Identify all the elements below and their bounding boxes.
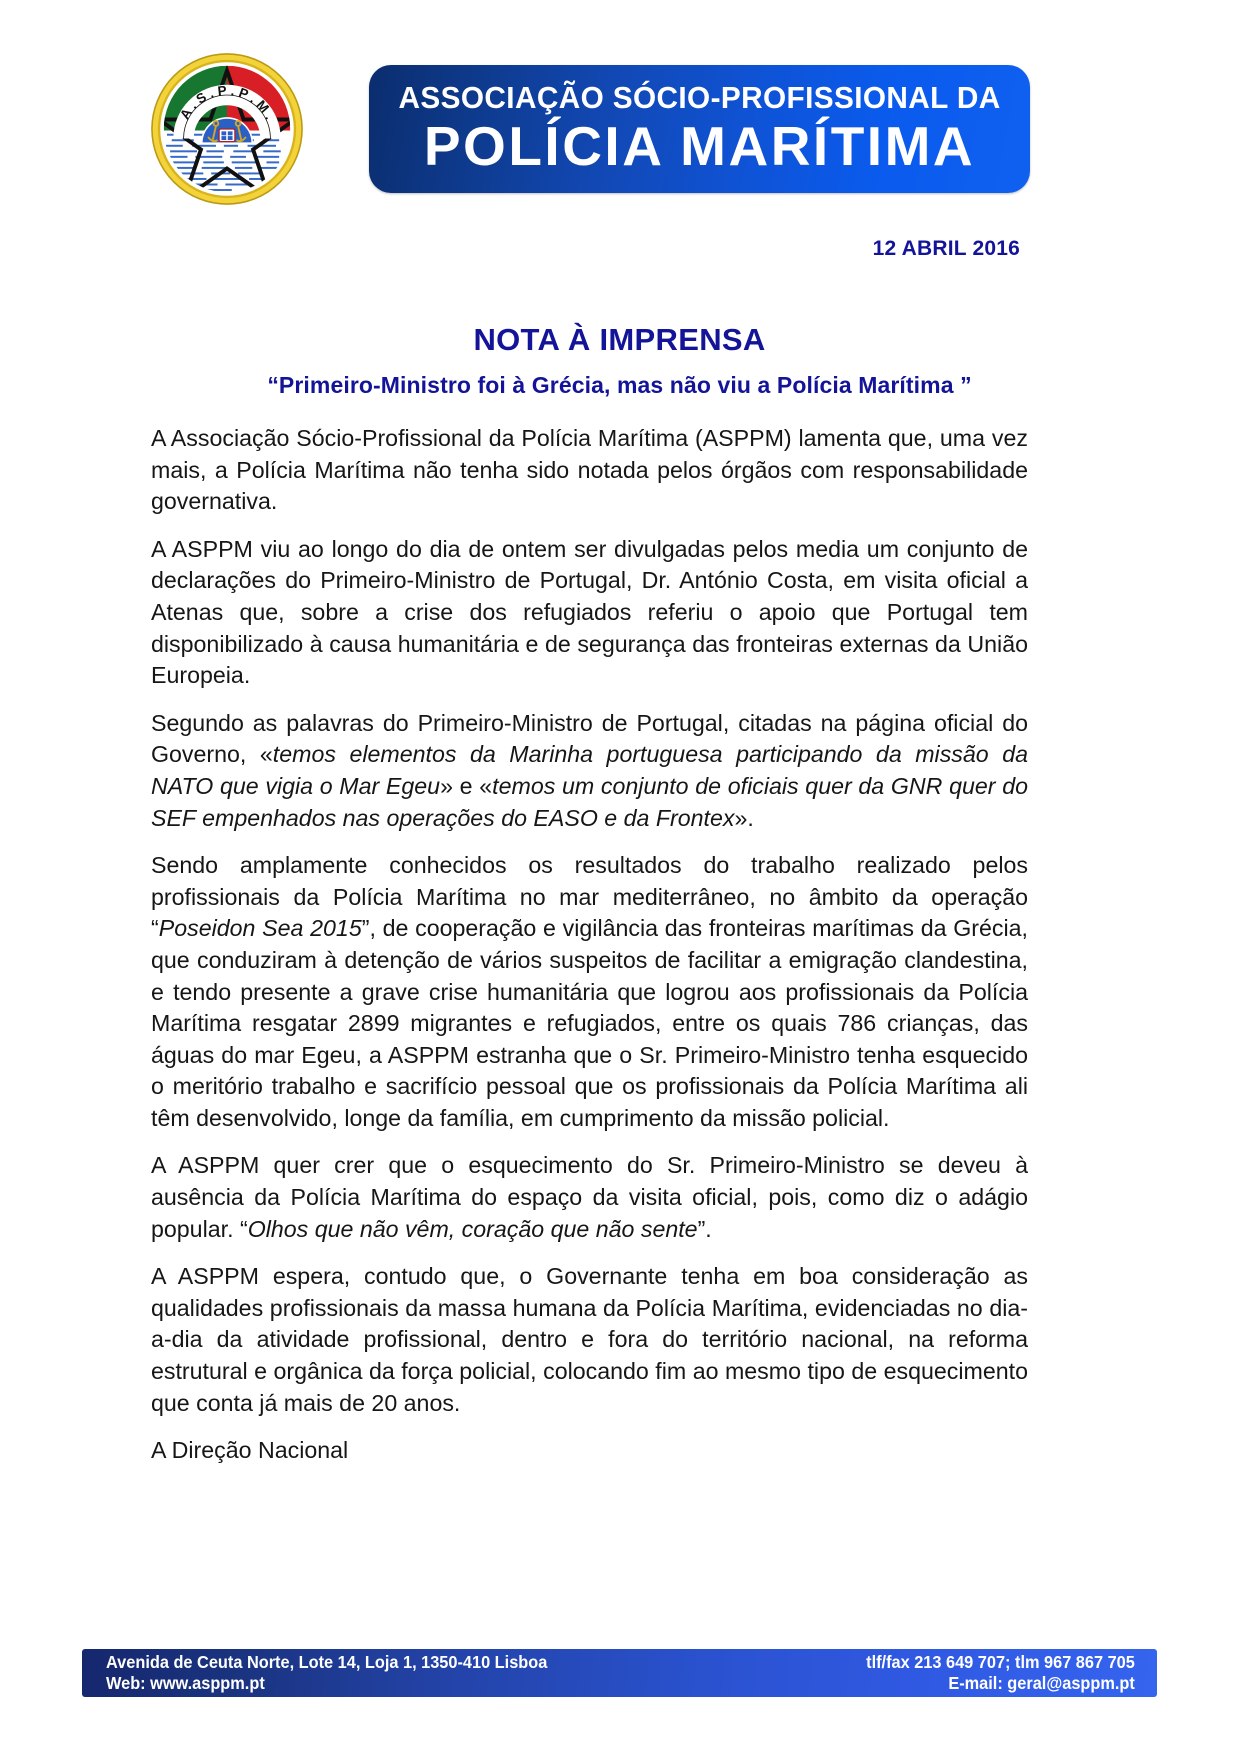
paragraph-5 [151, 1150, 1028, 1245]
paragraph-4-text-a: Sendo amplamente conhecidos os resultados do trabalho realizado pelos profissionais da Polícia Marítima no mar mediterrâneo, no âmbito da operação “ [151, 852, 1028, 942]
paragraph-3 [151, 708, 1028, 834]
page-title: NOTA À IMPRENSA [473, 322, 766, 357]
paragraph-4-operation-name: Poseidon Sea 2015 [158, 915, 362, 942]
paragraph-3-text-a: Segundo as palavras do Primeiro-Ministro de Portugal, citadas na página oficial do Governo, « [151, 709, 1028, 768]
document-header [0, 0, 1239, 228]
footer-address-line1: Avenida de Ceuta Norte, Lote 14, Loja 1, 1350-410 Lisboa [106, 1652, 548, 1672]
document-date: 12 ABRIL 2016 [872, 237, 1020, 260]
header-banner [369, 65, 1030, 193]
paragraph-3-quote-1: temos elementos da Marinha portuguesa participando da missão da NATO que vigia o Mar Egeu [151, 741, 1028, 799]
asppm-logo-icon [148, 50, 306, 208]
paragraph-5-proverb: Olhos que não vêm, coração que não sente [247, 1215, 698, 1242]
banner-title-line2: POLÍCIA MARÍTIMA [423, 115, 976, 178]
signature-line: A Direção Nacional [151, 1437, 349, 1464]
footer-address [106, 1652, 547, 1694]
footer-phone: tlf/fax 213 649 707; tlm 967 867 705 [866, 1652, 1135, 1672]
paragraph-3-quote-2: temos um conjunto de oficiais quer da GNR quer do SEF empenhados nas operações do EASO e da Frontex [151, 772, 1028, 831]
paragraph-5-text-b: ”. [697, 1215, 712, 1242]
page-subtitle: “Primeiro-Ministro foi à Grécia, mas não viu a Polícia Marítima ” [267, 372, 972, 398]
footer-contacts [866, 1652, 1135, 1694]
paragraph-5-text-a: A ASPPM quer crer que o esquecimento do Sr. Primeiro-Ministro se deveu à ausência da Polícia Marítima do espaço da visita oficial, pois, como diz o adágio popular. “ [151, 1152, 1028, 1242]
paragraph-4-text-b: ”, de cooperação e vigilância das fronteiras marítimas da Grécia, que conduziram à detenção de vários suspeitos de facilitar a emigração clandestina, e tendo presente a grave crise humanitária que logrou aos profissionais da Polícia Marítima resgatar 2899 migrantes e refugiados, entre os quais 786 crianças, das águas do mar Egeu, a ASPPM estranha que o Sr. Primeiro-Ministro tenha esquecido o meritório trabalho e sacrifício pessoal que os profissionais da Polícia Marítima ali têm desenvolvido, longe da família, em cumprimento da missão policial. [151, 915, 1028, 1131]
paragraph-3-text-b: » e « [440, 772, 493, 799]
footer-email[interactable]: E-mail: geral@asppm.pt [948, 1673, 1135, 1693]
paragraph-4 [151, 850, 1028, 1134]
paragraph-2: A ASPPM viu ao longo do dia de ontem ser divulgadas pelos media um conjunto de declarações do Primeiro-Ministro de Portugal, Dr. António Costa, em visita oficial a Atenas que, sobre a crise dos refugiados referiu o apoio que Portugal tem disponibilizado à causa humanitária e de segurança das fronteiras externas da União Europeia. [151, 535, 1028, 689]
paragraph-3-text-c: ». [734, 804, 754, 831]
document-body [151, 423, 1028, 1467]
document-footer [82, 1649, 1157, 1697]
banner-title-line1: ASSOCIAÇÃO SÓCIO-PROFISSIONAL DA [398, 79, 1001, 115]
svg-text:A . S . P . P . M .: A . S . P . P . M . [176, 82, 278, 122]
paragraph-6: A ASPPM espera, contudo que, o Governante tenha em boa consideração as qualidades profissionais da massa humana da Polícia Marítima, evidenciadas no dia-a-dia da atividade profissional, dentro e fora do território nacional, na reforma estrutural e orgânica da força policial, colocando fim ao mesmo tipo de esquecimento que conta já mais de 20 anos. [151, 1263, 1028, 1416]
paragraph-1: A Associação Sócio-Profissional da Polícia Marítima (ASPPM) lamenta que, uma vez mais, a Polícia Marítima não tenha sido notada pelos órgãos com responsabilidade governativa. [151, 425, 1028, 515]
footer-website[interactable]: Web: www.asppm.pt [106, 1673, 265, 1693]
